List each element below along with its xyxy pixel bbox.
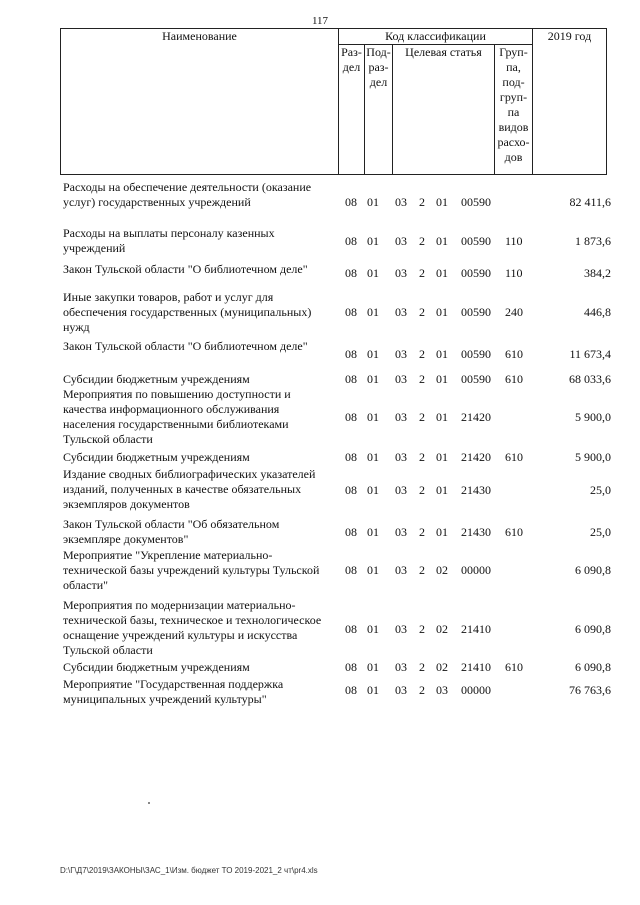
row-target-3: 01 <box>436 347 448 361</box>
row-target-1: 03 <box>395 563 407 577</box>
row-target-2: 2 <box>419 305 425 319</box>
row-target-3: 01 <box>436 305 448 319</box>
row-podrazdel: 01 <box>367 305 379 319</box>
row-razdel: 08 <box>345 266 357 280</box>
row-podrazdel: 01 <box>367 266 379 280</box>
row-target-1: 03 <box>395 683 407 697</box>
row-group: 610 <box>505 525 523 539</box>
row-target-3: 03 <box>436 683 448 697</box>
row-group: 110 <box>505 234 523 248</box>
header-razdel: Раз- дел <box>339 45 365 175</box>
row-target-3: 02 <box>436 563 448 577</box>
scan-speck <box>148 802 150 804</box>
row-target-1: 03 <box>395 305 407 319</box>
row-target-1: 03 <box>395 410 407 424</box>
row-podrazdel: 01 <box>367 525 379 539</box>
row-podrazdel: 01 <box>367 683 379 697</box>
row-name: Закон Тульской области "Об обязательном экземпляре документов" <box>63 517 280 546</box>
row-target-1: 03 <box>395 195 407 209</box>
row-podrazdel: 01 <box>367 450 379 464</box>
row-podrazdel: 01 <box>367 563 379 577</box>
row-target-2: 2 <box>419 525 425 539</box>
row-target-2: 2 <box>419 622 425 636</box>
row-target-1: 03 <box>395 347 407 361</box>
row-name: Мероприятия по модернизации материально-технической базы, техническое и технологическое оснащение учреждений культуры и искусства Тульской области <box>63 598 322 657</box>
header-classification: Код классификации <box>339 29 533 45</box>
row-target-4: 21430 <box>461 483 491 497</box>
row-amount: 68 033,6 <box>569 372 611 386</box>
row-amount: 5 900,0 <box>575 450 611 464</box>
row-target-4: 00000 <box>461 683 491 697</box>
row-target-3: 01 <box>436 483 448 497</box>
row-target-2: 2 <box>419 195 425 209</box>
row-target-2: 2 <box>419 450 425 464</box>
row-target-1: 03 <box>395 660 407 674</box>
row-target-4: 00590 <box>461 234 491 248</box>
row-target-2: 2 <box>419 660 425 674</box>
row-podrazdel: 01 <box>367 195 379 209</box>
row-name: Субсидии бюджетным учреждениям <box>63 660 250 674</box>
row-target-1: 03 <box>395 483 407 497</box>
row-target-4: 21420 <box>461 410 491 424</box>
row-group: 610 <box>505 372 523 386</box>
row-target-3: 01 <box>436 525 448 539</box>
header-year: 2019 год <box>533 29 607 175</box>
row-amount: 384,2 <box>584 266 611 280</box>
row-target-4: 00590 <box>461 266 491 280</box>
row-amount: 25,0 <box>590 483 611 497</box>
row-razdel: 08 <box>345 563 357 577</box>
row-razdel: 08 <box>345 234 357 248</box>
row-target-2: 2 <box>419 347 425 361</box>
row-target-3: 01 <box>436 195 448 209</box>
row-amount: 6 090,8 <box>575 660 611 674</box>
row-amount: 6 090,8 <box>575 622 611 636</box>
row-target-2: 2 <box>419 410 425 424</box>
row-target-4: 00590 <box>461 347 491 361</box>
row-target-2: 2 <box>419 563 425 577</box>
header-group: Груп- па, под- груп- па видов расхо- дов <box>495 45 533 175</box>
row-podrazdel: 01 <box>367 660 379 674</box>
row-target-4: 00000 <box>461 563 491 577</box>
row-name: Расходы на выплаты персоналу казенных учреждений <box>63 226 275 255</box>
row-target-1: 03 <box>395 622 407 636</box>
row-group: 610 <box>505 660 523 674</box>
row-target-4: 21430 <box>461 525 491 539</box>
row-name: Расходы на обеспечение деятельности (оказание услуг) государственных учреждений <box>63 180 312 209</box>
row-target-1: 03 <box>395 372 407 386</box>
row-podrazdel: 01 <box>367 622 379 636</box>
row-amount: 5 900,0 <box>575 410 611 424</box>
row-target-4: 21420 <box>461 450 491 464</box>
row-amount: 6 090,8 <box>575 563 611 577</box>
row-razdel: 08 <box>345 347 357 361</box>
row-name: Издание сводных библиографических указателей изданий, полученных в качестве обязательных экземпляров документов <box>63 467 316 511</box>
row-name: Закон Тульской области "О библиотечном деле" <box>63 262 308 276</box>
table-header <box>60 28 607 175</box>
row-razdel: 08 <box>345 622 357 636</box>
row-razdel: 08 <box>345 483 357 497</box>
row-name: Мероприятия по повышению доступности и качества информационного обслуживания населения государственными библиотеками Тульской области <box>63 387 291 446</box>
row-podrazdel: 01 <box>367 483 379 497</box>
row-podrazdel: 01 <box>367 347 379 361</box>
row-target-1: 03 <box>395 525 407 539</box>
row-name: Закон Тульской области "О библиотечном деле" <box>63 339 308 353</box>
row-name: Субсидии бюджетным учреждениям <box>63 450 250 464</box>
header-target: Целевая статья <box>393 45 495 175</box>
row-razdel: 08 <box>345 525 357 539</box>
row-name: Субсидии бюджетным учреждениям <box>63 372 250 386</box>
row-target-3: 02 <box>436 622 448 636</box>
row-razdel: 08 <box>345 450 357 464</box>
header-podrazdel: Под- раз- дел <box>365 45 393 175</box>
row-group: 610 <box>505 347 523 361</box>
row-group: 610 <box>505 450 523 464</box>
row-razdel: 08 <box>345 372 357 386</box>
row-razdel: 08 <box>345 305 357 319</box>
file-path-footer: D:\Г\Д7\2019\ЗАКОНЫ\ЗАС_1\Изм. бюджет ТО 2019-2021_2 чт\pr4.xls <box>60 866 318 875</box>
row-target-4: 21410 <box>461 660 491 674</box>
row-name: Мероприятие "Укрепление материально-технической базы учреждений культуры Тульской области" <box>63 548 320 592</box>
row-amount: 11 673,4 <box>569 347 611 361</box>
row-target-4: 21410 <box>461 622 491 636</box>
row-podrazdel: 01 <box>367 410 379 424</box>
row-target-1: 03 <box>395 450 407 464</box>
row-podrazdel: 01 <box>367 372 379 386</box>
row-target-4: 00590 <box>461 305 491 319</box>
row-target-2: 2 <box>419 234 425 248</box>
row-amount: 1 873,6 <box>575 234 611 248</box>
row-amount: 25,0 <box>590 525 611 539</box>
page-number: 117 <box>311 15 329 27</box>
row-target-2: 2 <box>419 483 425 497</box>
row-target-2: 2 <box>419 372 425 386</box>
row-target-3: 01 <box>436 410 448 424</box>
row-razdel: 08 <box>345 195 357 209</box>
row-target-1: 03 <box>395 266 407 280</box>
row-group: 110 <box>505 266 523 280</box>
row-group: 240 <box>505 305 523 319</box>
row-razdel: 08 <box>345 410 357 424</box>
row-target-3: 01 <box>436 372 448 386</box>
row-target-2: 2 <box>419 683 425 697</box>
row-target-4: 00590 <box>461 372 491 386</box>
row-target-3: 02 <box>436 660 448 674</box>
row-target-4: 00590 <box>461 195 491 209</box>
row-razdel: 08 <box>345 683 357 697</box>
header-name: Наименование <box>61 29 339 175</box>
row-amount: 76 763,6 <box>569 683 611 697</box>
row-target-2: 2 <box>419 266 425 280</box>
row-name: Иные закупки товаров, работ и услуг для обеспечения государственных (муниципальных) нужд <box>63 290 312 334</box>
row-podrazdel: 01 <box>367 234 379 248</box>
row-name: Мероприятие "Государственная поддержка муниципальных учреждений культуры" <box>63 677 284 706</box>
row-target-3: 01 <box>436 450 448 464</box>
row-target-1: 03 <box>395 234 407 248</box>
row-target-3: 01 <box>436 266 448 280</box>
row-amount: 82 411,6 <box>569 195 611 209</box>
row-amount: 446,8 <box>584 305 611 319</box>
row-razdel: 08 <box>345 660 357 674</box>
row-target-3: 01 <box>436 234 448 248</box>
